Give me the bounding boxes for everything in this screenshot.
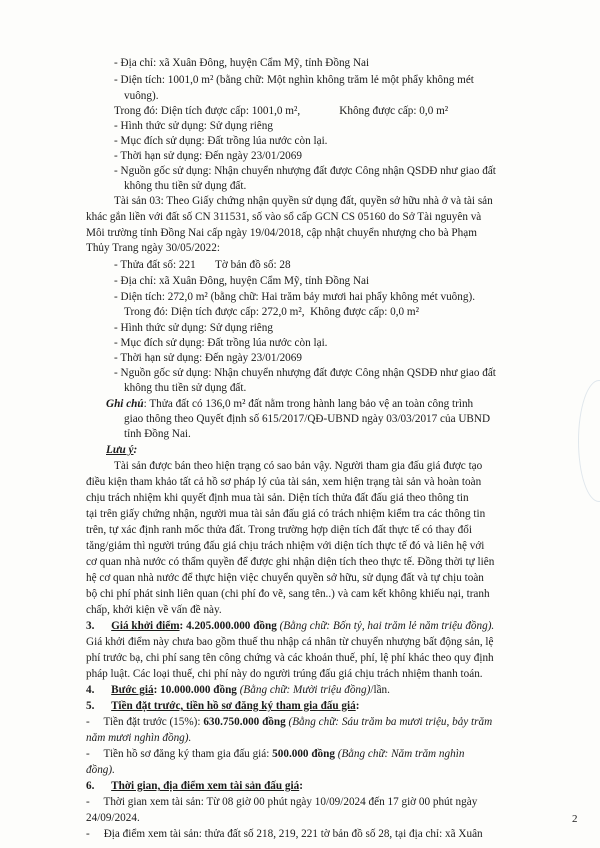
text-run: 5. xyxy=(86,700,95,712)
text-line xyxy=(86,762,584,778)
text-run: Trong đó: Diện tích được cấp: 272,0 m², Không được cấp: 0,0 m² xyxy=(124,306,419,318)
text-run: : xyxy=(133,444,138,456)
text-run: chịu trách nhiệm khi quyết định mua tài sản. Diện tích thửa đất đấu giá theo thông tin xyxy=(86,492,469,504)
text-line xyxy=(86,730,584,746)
text-line xyxy=(86,810,566,826)
text-run: 3. xyxy=(86,620,95,632)
text-run: - Địa chỉ: xã Xuân Đông, huyện Cẩm Mỹ, tỉnh Đồng Nai xyxy=(114,57,370,69)
text-run: tại trên giấy chứng nhận, người mua tài sản đấu giá có trách nhiệm kiểm tra các thông tin xyxy=(86,508,486,520)
text-run: năm mươi nghìn đồng). xyxy=(86,732,192,744)
text-line xyxy=(124,88,584,104)
text-line xyxy=(86,209,584,225)
text-run: - Diện tích: 1001,0 m² (bằng chữ: Một nghìn không trăm lẻ một phẩy không mét xyxy=(114,74,474,86)
text-run: : 10.000.000 đồng xyxy=(153,684,237,696)
text-run: vuông). xyxy=(124,90,159,102)
text-line xyxy=(124,426,584,442)
text-line xyxy=(86,778,584,794)
text-line xyxy=(86,538,584,554)
text-line xyxy=(114,55,584,71)
text-line xyxy=(86,570,584,586)
text-run: Giá khởi điểm này chưa bao gồm thuế thu nhập cá nhân từ chuyển nhượng bất động sản, lệ xyxy=(86,636,494,648)
text-run: - Nguồn gốc sử dụng: Nhận chuyển nhượng đất được Công nhận QSDĐ như giao đất xyxy=(114,165,496,177)
text-line xyxy=(86,666,584,682)
text-line xyxy=(106,442,584,458)
text-run: pháp luật. Các loại thuế, chi phí này do người trúng đấu giá chịu trách nhiệm thanh toán. xyxy=(86,668,483,680)
text-run: đồng). xyxy=(86,764,115,776)
text-line xyxy=(86,522,584,538)
text-run: - Hình thức sử dụng: Sử dụng riêng xyxy=(114,322,273,334)
text-run: tỉnh Đồng Nai. xyxy=(124,428,191,440)
text-line xyxy=(86,490,584,506)
text-line xyxy=(114,320,584,336)
text-run: - Thửa đất số: 221 Tờ bản đồ số: 28 xyxy=(114,259,291,271)
text-line xyxy=(86,634,584,650)
text-line xyxy=(86,240,584,256)
text-line xyxy=(114,458,584,474)
text-line xyxy=(86,554,584,570)
text-line xyxy=(86,746,584,762)
text-run: Tiền đặt trước, tiền hồ sơ đăng ký tham gia đấu giá xyxy=(111,700,356,712)
text-line xyxy=(124,411,584,427)
text-run: chấp, khởi kiện về vấn đề này. xyxy=(86,604,222,616)
text-run xyxy=(94,700,111,712)
text-line xyxy=(114,148,584,164)
text-run: : xyxy=(299,780,303,792)
text-run: (Bằng chữ: Mười triệu đồng) xyxy=(236,684,371,696)
text-line xyxy=(86,602,584,618)
text-line xyxy=(86,698,584,714)
text-run: - Thời hạn sử dụng: Đến ngày 23/01/2069 xyxy=(114,150,302,162)
text-line xyxy=(86,618,584,634)
text-run xyxy=(94,684,111,696)
text-run: : xyxy=(355,700,360,712)
text-run: 500.000 đồng xyxy=(272,748,335,760)
text-run: bộ chi phí phát sinh liên quan (chi phí đo vẽ, sang tên..) và cam kết không khiếu nại, tranh xyxy=(86,588,490,600)
text-run: Môi trường tỉnh Đồng Nai cấp ngày 19/04/2018, cập nhật chuyển nhượng cho bà Phạm xyxy=(86,227,477,239)
text-run: không thu tiền sử dụng đất. xyxy=(124,180,247,192)
text-line xyxy=(114,289,584,305)
text-run: Trong đó: Diện tích được cấp: 1001,0 m², Không được cấp: 0,0 m² xyxy=(114,105,449,117)
text-run: Bước giá xyxy=(111,684,154,696)
text-line xyxy=(86,474,584,490)
text-line xyxy=(86,586,584,602)
text-run: : 4.205.000.000 đồng xyxy=(179,620,277,632)
text-run: 24/09/2024. xyxy=(86,812,140,824)
text-line xyxy=(114,273,584,289)
text-run: Tài sản được bán theo hiện trạng có sao bản vậy. Người tham gia đấu giá được tạo xyxy=(114,460,483,472)
text-line xyxy=(114,365,584,381)
text-line xyxy=(124,178,584,194)
text-run: điều kiện tham khảo tất cả hồ sơ pháp lý của tài sản, xem hiện trạng tài sản và hoàn toàn xyxy=(86,476,482,488)
text-line xyxy=(114,193,584,209)
text-run: trên, tự xác định ranh mốc thửa đất. Trong trường hợp diện tích đất thực tế có thay đổi xyxy=(86,524,472,536)
text-run: Thời gian, địa điểm xem tài sản đấu giá xyxy=(111,780,300,792)
text-line xyxy=(86,506,584,522)
text-line xyxy=(114,350,584,366)
text-run: - Địa điểm xem tài sản: thửa đất số 218, 219, 221 tờ bản đồ số 28, tại địa chỉ: xã Xuân xyxy=(86,828,483,840)
page-number: 2 xyxy=(572,813,578,825)
text-run: - Thời gian xem tài sản: Từ 08 giờ 00 phút ngày 10/09/2024 đến 17 giờ 00 phút ngày xyxy=(86,796,478,808)
text-run: - Tiền hồ sơ đăng ký tham gia đấu giá: xyxy=(86,748,273,760)
text-run: khác gắn liền với đất số CN 311531, số vào sổ cấp GCN CS 05160 do Sở Tài nguyên và xyxy=(86,211,482,223)
text-run: : Thửa đất có 136,0 m² đất nằm trong hành lang bảo vệ an toàn công trình xyxy=(143,398,474,410)
text-line xyxy=(86,794,584,810)
text-line xyxy=(86,682,584,698)
text-run: Giá khởi điểm xyxy=(111,620,180,632)
text-run: giao thông theo Quyết định số 615/2017/QĐ-UBND ngày 03/03/2017 của UBND xyxy=(124,413,491,425)
text-line xyxy=(86,650,584,666)
text-line xyxy=(86,225,584,241)
text-run: tăng/giảm thì người trúng đấu giá chịu trách nhiệm với diện tích thực tế đó và liên hệ với xyxy=(86,540,485,552)
text-line xyxy=(114,103,584,119)
text-run: Lưu ý xyxy=(106,444,134,456)
text-run: 6. xyxy=(86,780,95,792)
text-run: (Bằng chữ: Năm trăm nghìn xyxy=(334,748,465,760)
text-run: 630.750.000 đồng xyxy=(203,716,286,728)
text-run: /lần. xyxy=(370,684,390,696)
text-line xyxy=(114,72,584,88)
text-run: - Mục đích sử dụng: Đất trồng lúa nước còn lại. xyxy=(114,135,328,147)
text-run: cơ quan nhà nước có thẩm quyền để được ghi nhận diện tích theo thực tế. Đồng thời tự liên xyxy=(86,556,495,568)
text-run: (Bằng chữ: Bốn tỷ, hai trăm lẻ năm triệu đồng). xyxy=(276,620,495,632)
text-run: - Diện tích: 272,0 m² (bằng chữ: Hai trăm bảy mươi hai phẩy không mét vuông). xyxy=(114,291,475,303)
text-run: hệ cơ quan nhà nước để thực hiện việc chuyển quyền sở hữu, sử dụng đất và tự chịu toàn xyxy=(86,572,484,584)
text-run: Ghi chú xyxy=(106,398,144,410)
text-line xyxy=(86,826,584,842)
text-run: không thu tiền sử dụng đất. xyxy=(124,382,247,394)
text-line xyxy=(114,257,584,273)
text-run: Thủy Trang ngày 30/05/2022: xyxy=(86,242,220,254)
text-run: - Mục đích sử dụng: Đất trồng lúa nước còn lại. xyxy=(114,337,328,349)
text-line xyxy=(114,133,584,149)
text-line xyxy=(114,118,584,134)
text-run: - Tiền đặt trước (15%): xyxy=(86,716,204,728)
text-line xyxy=(106,396,584,412)
text-line xyxy=(124,380,584,396)
text-line xyxy=(124,304,584,320)
text-run: - Địa chỉ: xã Xuân Đông, huyện Cẩm Mỹ, tỉnh Đồng Nai xyxy=(114,275,370,287)
text-run: - Thời hạn sử dụng: Đến ngày 23/01/2069 xyxy=(114,352,302,364)
text-run: - Nguồn gốc sử dụng: Nhận chuyển nhượng đất được Công nhận QSDĐ như giao đất xyxy=(114,367,496,379)
text-run: Tài sản 03: Theo Giấy chứng nhận quyền sử dụng đất, quyền sở hữu nhà ở và tài sản xyxy=(114,195,493,207)
text-line xyxy=(114,335,584,351)
text-run xyxy=(94,620,111,632)
text-line xyxy=(86,714,584,730)
text-run: - Hình thức sử dụng: Sử dụng riêng xyxy=(114,120,273,132)
text-line xyxy=(114,163,584,179)
text-run: (Bằng chữ: Sáu trăm ba mươi triệu, bảy trăm xyxy=(285,716,493,728)
text-run xyxy=(94,780,111,792)
text-run: 4. xyxy=(86,684,95,696)
text-run: phí trước bạ, chi phí sang tên công chứng và các khoản thuế, phí, lệ phí khác theo quy định xyxy=(86,652,494,664)
